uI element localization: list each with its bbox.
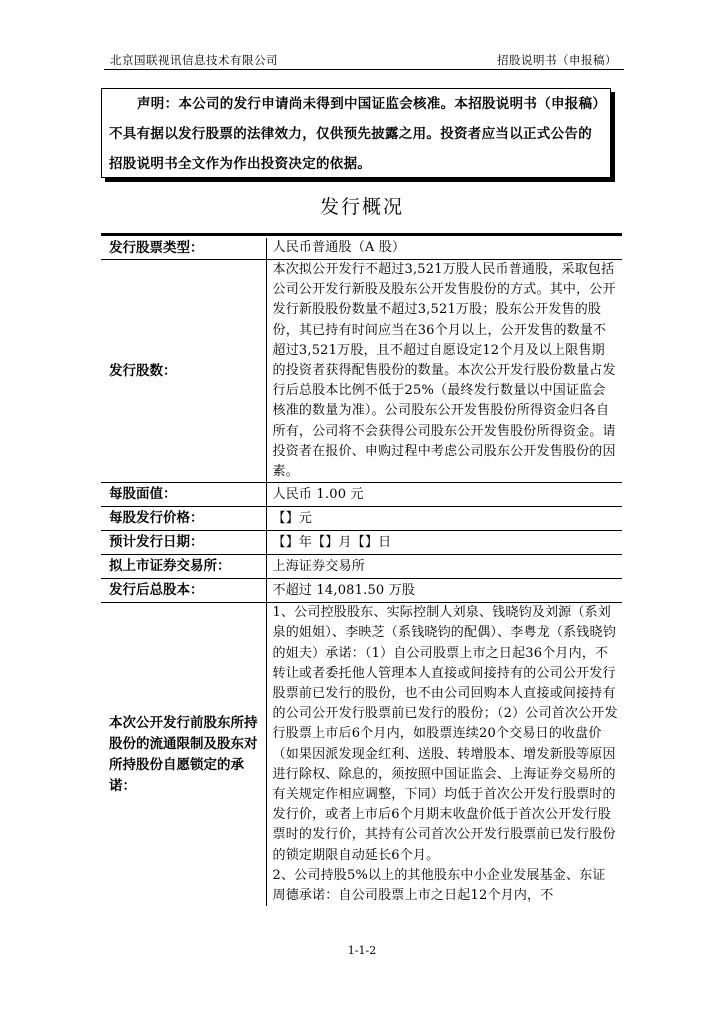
table-row	[101, 531, 622, 555]
row-label: 每股面值：	[101, 483, 266, 507]
table-row	[101, 507, 622, 531]
row-label: 发行股数：	[101, 260, 266, 483]
table-row	[101, 555, 622, 579]
header-rule	[104, 69, 624, 70]
row-value: 【】年【】月【】日	[266, 531, 622, 555]
page-number: 1-1-2	[347, 944, 377, 957]
row-value	[266, 603, 622, 907]
commitment-paragraph-2: 2、公司持股5%以上的其他股东中小企业发展基金、东证周德承诺：自公司股票上市之日起12个月内，不	[272, 867, 606, 904]
row-value: 人民币普通股（A 股）	[266, 238, 622, 260]
row-value: 人民币 1.00 元	[266, 483, 622, 507]
section-title: 发行概况	[319, 196, 404, 218]
offering-table	[101, 238, 622, 906]
row-label: 预计发行日期：	[101, 531, 266, 555]
table-row	[101, 483, 622, 507]
table-row	[101, 260, 622, 483]
row-value: 上海证券交易所	[266, 555, 622, 579]
row-label: 本次公开发行前股东所持股份的流通限制及股东对所持股份自愿锁定的承诺：	[101, 603, 266, 907]
table-top-rule	[101, 233, 622, 236]
row-value: 本次拟公开发行不超过3,521万股人民币普通股，采取包括公司公开发行新股及股东公开发售股份的方式。其中，公开发行新股股份数量不超过3,521万股；股东公开发售的股份，其已持有时间应当在36个月以上，公开发售的数量不超过3,521万股，且不超过自愿设定12个月及以上限售期的投资者获得配售股份的数量。本次公开发行股份数量占发行后总股本比例不低于25%（最终发行数量以中国证监会核准的数量为准）。公司股东公开发售股份所得资金归各自所有，公司将不会获得公司股东公开发售股份所得资金。请投资者在报价、申购过程中考虑公司股东公开发售股份的因素。	[266, 260, 622, 483]
table-row	[101, 238, 622, 260]
row-label: 每股发行价格：	[101, 507, 266, 531]
commitment-paragraph-1: 1、公司控股股东、实际控制人刘泉、钱晓钧及刘源（系刘泉的姐姐）、李映芝（系钱晓钧的配偶）、李粤龙（系钱晓钧的姐夫）承诺：（1）自公司股票上市之日起36个月内，不转让或者委托他人管理本人直接或间接持有的公司公开发行股票前已发行的股份，也不由公司回购本人直接或间接持有的公司公开发行股票前已发行的股份；（2）公司首次公开发行股票上市后6个月内，如股票连续20个交易日的收盘价（如果因派发现金红利、送股、转增股本、增发新股等原因进行除权、除息的，须按照中国证监会、上海证券交易所的有关规定作相应调整，下同）均低于首次公开发行股票时的发行价，或者上市后6个月期末收盘价低于首次公开发行股票时的发行价，其持有公司首次公开发行股票前已发行股份的锁定期限自动延长6个月。	[272, 605, 618, 863]
table-row	[101, 603, 622, 907]
row-value: 不超过 14,081.50 万股	[266, 579, 622, 603]
row-label: 发行股票类型：	[101, 238, 266, 260]
page-header	[107, 50, 623, 70]
disclaimer-box: 声明：本公司的发行申请尚未得到中国证监会核准。本招股说明书（申报稿）不具有据以发行股票的法律效力，仅供预先披露之用。投资者应当以正式公告的招股说明书全文作为作出投资决定的依据。	[101, 88, 611, 178]
row-label: 拟上市证券交易所：	[101, 555, 266, 579]
header-doc-type: 招股说明书（申报稿）	[497, 53, 617, 67]
row-value: 【】元	[266, 507, 622, 531]
header-company: 北京国联视讯信息技术有限公司	[110, 53, 278, 67]
table-row	[101, 579, 622, 603]
row-label: 发行后总股本：	[101, 579, 266, 603]
